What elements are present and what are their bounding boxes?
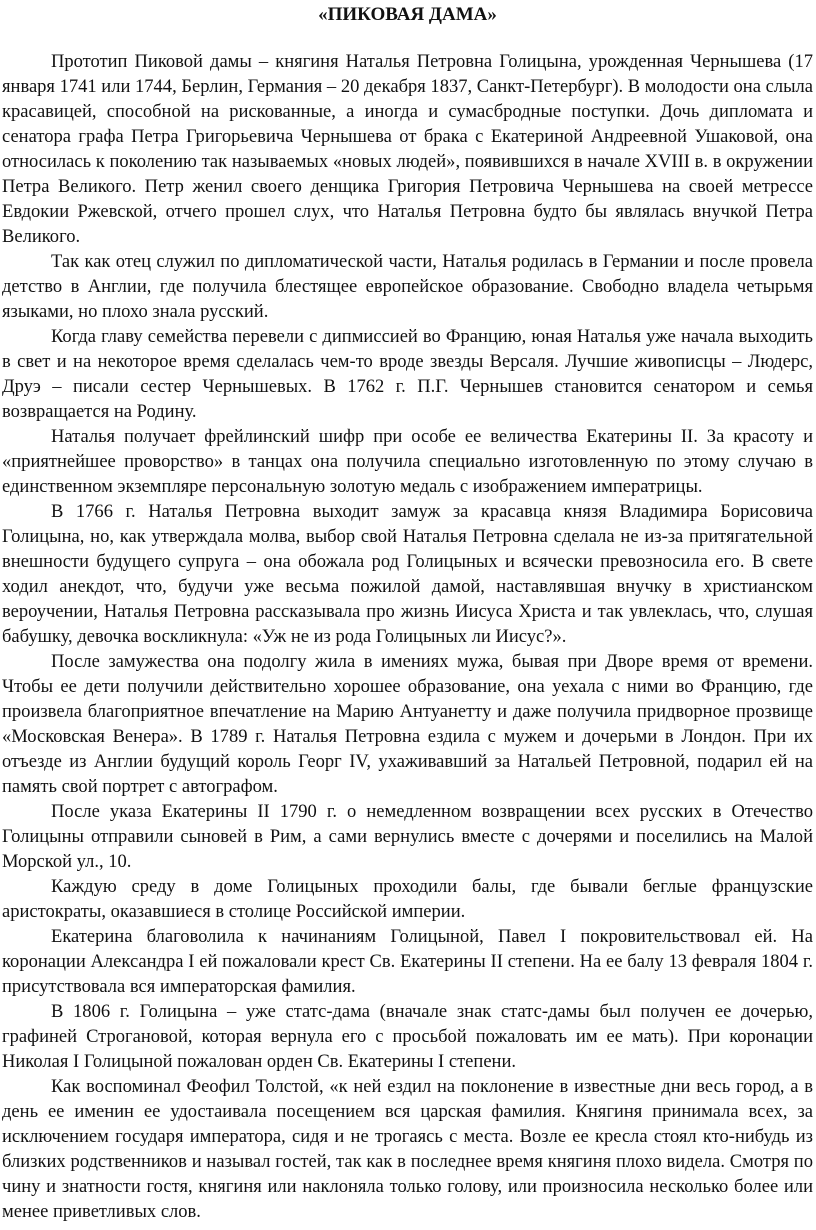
paragraph-9: Екатерина благоволила к начинаниям Голицыной, Павел I покровительствовал ей. На коронации Александра I ей пожаловали крест Св. Екатерины II степени. На ее балу 13 февраля 1804 г. присутствовала вся императорская фамилия. [2,926,813,997]
paragraph-3: Когда главу семейства перевели с дипмиссией во Францию, юная Наталья уже начала выходить в свет и на некоторое время сделалась чем-то вроде звезды Версаля. Лучшие живописцы – Людерс, Друэ – писали сестер Чернышевых. В 1762 г. П.Г. Чернышев становится сенатором и семья возвращается на Родину. [2,326,813,422]
paragraph-8: Каждую среду в доме Голицыных проходили балы, где бывали беглые французские аристократы, оказавшиеся в столице Российской империи. [2,876,813,922]
paragraph-4: Наталья получает фрейлинский шифр при особе ее величества Екатерины II. За красоту и «приятнейшее проворство» в танцах она получила специально изготовленную по этому случаю в единственном экземпляре персональную золотую медаль с изображением императрицы. [2,426,813,497]
paragraph-6: После замужества она подолгу жила в имениях мужа, бывая при Дворе время от времени. Чтобы ее дети получили действительно хорошее образование, она уехала с ними во Францию, где произвела благоприятное впечатление на Марию Антуанетту и даже получила придворное прозвище «Московская Венера». В 1789 г. Наталья Петровна ездила с мужем и дочерьми в Лондон. При их отъезде из Англии будущий король Георг IV, ухаживавший за Натальей Петровной, подарил ей на память свой портрет с автографом. [2,651,813,797]
paragraph-1: Прототип Пиковой дамы – княгиня Наталья Петровна Голицына, урожденная Чернышева (17 января 1741 или 1744, Берлин, Германия – 20 декабря 1837, Санкт-Петербург). В молодости она слыла красавицей, способной на рискованные, а иногда и сумасбродные поступки. Дочь дипломата и сенатора графа Петра Григорьевича Чернышева от брака с Екатериной Андреевной Ушаковой, она относилась к поколению так называемых «новых людей», появившихся в начале XVIII в. в окружении Петра Великого. Петр женил своего денщика Григория Петровича Чернышева на своей метрессе Евдокии Ржевской, отчего прошел слух, что Наталья Петровна будто бы являлась внучкой Петра Великого. [2,51,813,247]
paragraph-2: Так как отец служил по дипломатической части, Наталья родилась в Германии и после провела детство в Англии, где получила блестящее европейское образование. Свободно владела четырьмя языками, но плохо знала русский. [2,251,813,322]
paragraph-11: Как воспоминал Феофил Толстой, «к ней ездил на поклонение в известные дни весь город, а в день ее именин ее удостаивала посещением вся царская фамилия. Княгиня принимала всех, за исключением государя императора, сидя и не трогаясь с места. Возле ее кресла стоял кто-нибудь из близких родственников и называл гостей, так как в последнее время княгиня плохо видела. Смотря по чину и знатности гостя, княгиня или наклоняла только голову, или произносила несколько более или менее приветливых слов. [2,1076,813,1222]
document-title: «ПИКОВАЯ ДАМА» [318,4,497,25]
paragraph-5: В 1766 г. Наталья Петровна выходит замуж за красавца князя Владимира Борисовича Голицына, но, как утверждала молва, выбор свой Наталья Петровна сделала не из-за притягательной внешности будущего супруга – она обожала род Голицыных и всячески превозносила его. В свете ходил анекдот, что, будучи уже весьма пожилой дамой, наставлявшая внучку в христианском вероучении, Наталья Петровна рассказывала про жизнь Иисуса Христа и так увлеклась, что, слушая бабушку, девочка воскликнула: «Уж не из рода Голицыных ли Иисус?». [2,501,813,647]
paragraph-7: После указа Екатерины II 1790 г. о немедленном возвращении всех русских в Отечество Голицыны отправили сыновей в Рим, а сами вернулись вместе с дочерями и поселились на Малой Морской ул., 10. [2,801,813,872]
paragraph-10: В 1806 г. Голицына – уже статс-дама (вначале знак статс-дамы был получен ее дочерью, графиней Строгановой, которая вернула его с просьбой пожаловать им ее мать). При коронации Николая I Голицыной пожалован орден Св. Екатерины I степени. [2,1001,813,1072]
